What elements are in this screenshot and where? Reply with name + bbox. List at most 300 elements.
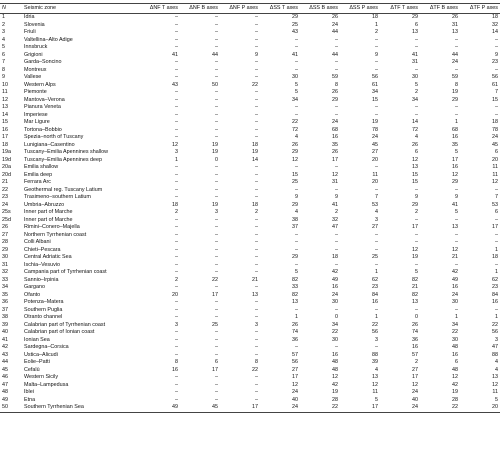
- cell-ss-p: 3: [375, 336, 378, 343]
- cell-tf-p: 14: [492, 29, 498, 35]
- cell-ss-b: 48: [332, 366, 338, 373]
- cell-zone: Mantova–Verona: [24, 96, 65, 103]
- cell-nf-p: –: [255, 21, 258, 28]
- cell-tf-t: –: [415, 111, 418, 118]
- cell-nf-b: –: [215, 216, 218, 223]
- table-row: [0, 112, 500, 120]
- cell-nf-b: –: [215, 186, 218, 193]
- cell-ss-b: 24: [332, 291, 338, 298]
- cell-ss-t: 29: [292, 14, 298, 20]
- cell-ss-p: 27: [372, 224, 378, 230]
- cell-zone: Montreux: [24, 66, 47, 73]
- cell-tf-t: 26: [412, 321, 418, 328]
- cell-ss-p: 24: [372, 134, 378, 140]
- table-row: [0, 164, 500, 172]
- cell-zone: Tortona–Bobbio: [24, 126, 62, 133]
- cell-n: 9: [2, 74, 5, 80]
- cell-ss-p: 27: [372, 149, 378, 155]
- cell-nf-p: 8: [255, 359, 258, 365]
- cell-ss-t: 57: [292, 351, 298, 358]
- cell-tf-t: 12: [412, 156, 418, 163]
- cell-nf-b: –: [215, 59, 218, 65]
- cell-zone: Iblei: [24, 389, 34, 395]
- cell-nf-t: –: [175, 96, 178, 103]
- cell-nf-t: –: [175, 111, 178, 118]
- cell-tf-b: 6: [455, 359, 458, 365]
- cell-ss-p: –: [375, 59, 378, 65]
- cell-n: 41: [2, 336, 8, 343]
- cell-nf-b: 44: [212, 51, 218, 58]
- cell-nf-p: –: [255, 96, 258, 103]
- cell-nf-t: 20: [172, 291, 178, 298]
- cell-tf-b: 19: [452, 389, 458, 395]
- cell-tf-b: 42: [452, 269, 458, 275]
- cell-ss-p: 34: [372, 89, 378, 95]
- cell-nf-b: –: [215, 179, 218, 185]
- cell-ss-t: 36: [292, 336, 298, 343]
- cell-zone: Inner part of Marche: [24, 216, 73, 223]
- cell-ss-t: 43: [292, 29, 298, 35]
- cell-tf-t: 6: [415, 149, 418, 155]
- cell-zone: Western Sicily: [24, 374, 59, 380]
- table-body: [0, 14, 500, 413]
- cell-ss-b: –: [335, 344, 338, 350]
- cell-tf-t: 0: [415, 314, 418, 320]
- cell-nf-p: 2: [255, 209, 258, 215]
- cell-ss-p: 16: [372, 299, 378, 305]
- cell-nf-t: –: [175, 261, 178, 268]
- cell-ss-t: 25: [292, 21, 298, 28]
- cell-tf-b: –: [455, 306, 458, 313]
- cell-n: 17: [2, 134, 8, 140]
- cell-nf-b: –: [215, 104, 218, 110]
- cell-nf-t: 12: [172, 141, 178, 148]
- cell-ss-p: 11: [372, 171, 378, 178]
- cell-tf-p: 20: [460, 404, 500, 412]
- cell-tf-b: 16: [452, 351, 458, 358]
- cell-ss-b: 30: [332, 336, 338, 343]
- cell-tf-t: 19: [412, 254, 418, 260]
- cell-tf-p: 1: [495, 269, 498, 275]
- cell-tf-p: 62: [492, 276, 498, 283]
- cell-nf-t: –: [175, 171, 178, 178]
- cell-ss-b: 22: [300, 404, 340, 412]
- cell-ss-p: 78: [372, 126, 378, 133]
- cell-tf-p: –: [495, 216, 498, 223]
- cell-tf-t: –: [415, 44, 418, 50]
- cell-ss-p: 1: [375, 314, 378, 320]
- cell-nf-p: 22: [252, 366, 258, 373]
- cell-nf-t: –: [175, 194, 178, 200]
- cell-tf-t: 15: [412, 179, 418, 185]
- cell-zone: Western Alps: [24, 81, 56, 88]
- cell-tf-p: 17: [492, 224, 498, 230]
- cell-nf-b: –: [215, 44, 218, 50]
- cell-tf-p: 78: [492, 126, 498, 133]
- cell-nf-b: 22: [212, 276, 218, 283]
- cell-ss-t: 38: [292, 216, 298, 223]
- cell-ss-p: 11: [372, 389, 378, 395]
- header-row: [0, 4, 500, 14]
- cell-tf-p: 4: [495, 359, 498, 365]
- cell-ss-b: 9: [335, 194, 338, 200]
- cell-nf-p: –: [255, 336, 258, 343]
- cell-nf-b: –: [215, 329, 218, 335]
- cell-nf-p: –: [255, 59, 258, 65]
- cell-nf-b: –: [215, 299, 218, 305]
- cell-nf-p: –: [255, 89, 258, 95]
- cell-ss-t: 24: [292, 389, 298, 395]
- cell-ss-t: –: [295, 239, 298, 245]
- cell-nf-b: –: [215, 344, 218, 350]
- cell-tf-p: 3: [495, 336, 498, 343]
- cell-tf-t: –: [415, 216, 418, 223]
- cell-tf-p: 23: [492, 284, 498, 290]
- table-row: [0, 134, 500, 142]
- cell-tf-p: 11: [492, 389, 498, 395]
- cell-nf-b: 0: [215, 156, 218, 163]
- cell-tf-p: 45: [492, 141, 498, 148]
- cell-n: 16: [2, 126, 8, 133]
- cell-tf-p: 47: [492, 344, 498, 350]
- cell-n: 39: [2, 321, 8, 328]
- cell-nf-b: –: [215, 66, 218, 73]
- cell-n: 6: [2, 51, 5, 58]
- cell-nf-b: –: [215, 164, 218, 170]
- cell-n: 13: [2, 104, 8, 110]
- cell-nf-p: 19: [252, 149, 258, 155]
- cell-tf-t: 24: [412, 389, 418, 395]
- cell-n: 37: [2, 306, 8, 313]
- cell-n: 32: [2, 269, 8, 275]
- cell-tf-p: 15: [492, 96, 498, 103]
- cell-ss-b: 2: [335, 209, 338, 215]
- cell-nf-t: –: [175, 396, 178, 403]
- cell-tf-p: –: [495, 104, 498, 110]
- cell-zone: Vallese: [24, 74, 42, 80]
- cell-tf-t: –: [415, 66, 418, 73]
- cell-tf-t: 2: [415, 89, 418, 95]
- table-row: [0, 314, 500, 322]
- cell-ss-t: 41: [292, 51, 298, 58]
- table-row: [0, 397, 500, 405]
- cell-nf-b: –: [215, 14, 218, 20]
- table-row: [0, 404, 500, 412]
- cell-ss-b: –: [335, 231, 338, 238]
- cell-ss-b: –: [335, 239, 338, 245]
- cell-ss-b: 26: [332, 14, 338, 20]
- cell-ss-b: –: [335, 111, 338, 118]
- cell-nf-t: –: [175, 381, 178, 388]
- cell-tf-t: 4: [415, 134, 418, 140]
- cell-tf-t: 34: [412, 96, 418, 103]
- cell-nf-t: –: [175, 299, 178, 305]
- cell-n: 10: [2, 81, 8, 88]
- cell-tf-t: 12: [412, 381, 418, 388]
- cell-ss-b: –: [335, 66, 338, 73]
- table-row: [0, 194, 500, 202]
- cell-nf-p: –: [255, 29, 258, 35]
- cell-ss-b: 30: [332, 299, 338, 305]
- cell-n: 2: [2, 21, 5, 28]
- cell-ss-t: –: [295, 186, 298, 193]
- cell-ss-p: 3: [375, 216, 378, 223]
- cell-tf-t: 82: [412, 276, 418, 283]
- cell-zone: Chieti–Pescara: [24, 246, 61, 253]
- cell-nf-t: –: [175, 314, 178, 320]
- cell-nf-t: 2: [175, 276, 178, 283]
- cell-tf-t: 14: [412, 119, 418, 125]
- cell-ss-t: 22: [292, 119, 298, 125]
- cell-tf-p: 5: [495, 396, 498, 403]
- cell-tf-b: 29: [452, 179, 458, 185]
- cell-zone: Ferrara Arc: [24, 179, 51, 185]
- cell-nf-b: 45: [180, 404, 220, 412]
- cell-n: 1: [2, 14, 5, 20]
- cell-tf-b: –: [455, 66, 458, 73]
- cell-ss-t: –: [295, 66, 298, 73]
- cell-n: 46: [2, 374, 8, 380]
- cell-ss-p: 53: [372, 201, 378, 208]
- cell-zone: Grigioni: [24, 51, 43, 58]
- cell-nf-b: 19: [212, 141, 218, 148]
- table-row: [0, 187, 500, 195]
- cell-tf-p: –: [495, 239, 498, 245]
- cell-tf-p: 88: [492, 351, 498, 358]
- cell-ss-t: 74: [292, 329, 298, 335]
- cell-nf-b: 6: [215, 359, 218, 365]
- cell-nf-b: –: [215, 194, 218, 200]
- cell-ss-t: 17: [292, 374, 298, 380]
- cell-nf-p: –: [255, 44, 258, 50]
- cell-tf-b: 19: [452, 89, 458, 95]
- cell-tf-t: –: [415, 104, 418, 110]
- cell-nf-p: 21: [252, 276, 258, 283]
- cell-ss-t: 29: [292, 254, 298, 260]
- cell-ss-p: –: [375, 239, 378, 245]
- cell-tf-b: 8: [455, 81, 458, 88]
- cell-tf-b: 21: [452, 254, 458, 260]
- cell-tf-p: –: [495, 186, 498, 193]
- cell-nf-b: –: [215, 36, 218, 43]
- cell-nf-b: –: [215, 246, 218, 253]
- cell-zone: Mar Ligure: [24, 119, 50, 125]
- cell-ss-b: –: [335, 36, 338, 43]
- cell-nf-b: –: [215, 261, 218, 268]
- cell-tf-t: 24: [380, 404, 420, 412]
- cell-nf-b: –: [215, 381, 218, 388]
- cell-nf-p: 22: [252, 81, 258, 88]
- cell-ss-p: 39: [372, 359, 378, 365]
- cell-ss-p: 4: [375, 366, 378, 373]
- cell-ss-t: 26: [292, 321, 298, 328]
- cell-tf-b: 35: [452, 141, 458, 148]
- cell-nf-p: –: [255, 194, 258, 200]
- cell-n: 25s: [2, 209, 11, 215]
- cell-nf-b: –: [215, 171, 218, 178]
- cell-tf-b: 68: [452, 126, 458, 133]
- cell-nf-b: –: [215, 389, 218, 395]
- cell-ss-p: –: [375, 44, 378, 50]
- table-row: [0, 344, 500, 352]
- cell-nf-p: 14: [252, 156, 258, 163]
- table-row: [0, 97, 500, 105]
- cell-n: 27: [2, 231, 8, 238]
- cell-tf-b: 13: [452, 224, 458, 230]
- cell-tf-t: 29: [412, 201, 418, 208]
- cell-ss-b: 16: [332, 284, 338, 290]
- cell-zone: Emilia shallow: [24, 164, 59, 170]
- cell-tf-p: –: [495, 231, 498, 238]
- cell-nf-p: 9: [255, 51, 258, 58]
- cell-ss-b: 28: [332, 396, 338, 403]
- cell-tf-b: 41: [452, 201, 458, 208]
- cell-ss-p: 4: [375, 209, 378, 215]
- cell-tf-p: 7: [495, 194, 498, 200]
- cell-nf-b: –: [215, 254, 218, 260]
- table-row: [0, 284, 500, 292]
- cell-ss-t: 29: [292, 201, 298, 208]
- cell-nf-t: –: [175, 224, 178, 230]
- table-row: [0, 232, 500, 240]
- cell-n: 24: [2, 201, 8, 208]
- cell-ss-t: 27: [292, 366, 298, 373]
- cell-tf-b: 12: [452, 171, 458, 178]
- cell-ss-p: –: [375, 231, 378, 238]
- cell-ss-p: –: [375, 306, 378, 313]
- table-row: [0, 29, 500, 37]
- cell-tf-t: 13: [412, 164, 418, 170]
- cell-ss-p: 84: [372, 291, 378, 298]
- cell-nf-b: 17: [212, 291, 218, 298]
- cell-tf-b: 59: [452, 74, 458, 80]
- cell-zone: Rimini–Conero–Majella: [24, 224, 80, 230]
- cell-ss-t: –: [295, 306, 298, 313]
- cell-nf-p: –: [255, 246, 258, 253]
- cell-tf-p: 13: [492, 374, 498, 380]
- cell-tf-b: 26: [452, 14, 458, 20]
- table-row: [0, 104, 500, 112]
- cell-zone: Etna: [24, 396, 36, 403]
- cell-tf-b: 48: [452, 344, 458, 350]
- cell-nf-b: –: [215, 126, 218, 133]
- table-row: [0, 367, 500, 375]
- cell-n: 48: [2, 389, 8, 395]
- cell-ss-p: 9: [375, 51, 378, 58]
- cell-ss-p: 20: [372, 179, 378, 185]
- cell-tf-b: 44: [452, 51, 458, 58]
- cell-ss-b: –: [335, 261, 338, 268]
- cell-zone: Ionian Sea: [24, 336, 50, 343]
- cell-n: 19a: [2, 149, 11, 155]
- cell-nf-b: –: [215, 74, 218, 80]
- cell-n: 36: [2, 299, 8, 305]
- cell-tf-p: 18: [492, 14, 498, 20]
- cell-tf-t: 16: [412, 344, 418, 350]
- cell-ss-p: –: [375, 111, 378, 118]
- cell-ss-t: –: [295, 36, 298, 43]
- cell-tf-b: 24: [452, 291, 458, 298]
- cell-nf-p: –: [255, 119, 258, 125]
- cell-ss-t: 4: [295, 134, 298, 140]
- cell-ss-t: –: [295, 164, 298, 170]
- cell-nf-p: –: [255, 381, 258, 388]
- cell-zone: Southern Puglia: [24, 306, 63, 313]
- cell-ss-b: 32: [332, 216, 338, 223]
- cell-nf-b: –: [215, 336, 218, 343]
- cell-tf-t: 41: [412, 51, 418, 58]
- cell-tf-p: –: [495, 44, 498, 50]
- cell-tf-p: 1: [495, 314, 498, 320]
- cell-nf-b: –: [215, 396, 218, 403]
- cell-nf-t: –: [175, 216, 178, 223]
- header-zone: Seismic zone: [22, 4, 140, 14]
- cell-tf-p: –: [495, 66, 498, 73]
- cell-nf-p: –: [255, 164, 258, 170]
- cell-nf-t: 41: [172, 51, 178, 58]
- cell-tf-t: –: [415, 186, 418, 193]
- cell-tf-p: 20: [492, 156, 498, 163]
- cell-zone: Spezia–north of Tuscany: [24, 134, 84, 140]
- cell-tf-b: 30: [452, 336, 458, 343]
- cell-tf-b: 28: [452, 396, 458, 403]
- cell-zone: Ustica–Alicudi: [24, 351, 58, 358]
- cell-nf-t: –: [175, 126, 178, 133]
- cell-tf-p: 56: [492, 329, 498, 335]
- cell-nf-b: –: [215, 119, 218, 125]
- table-row: [0, 22, 500, 30]
- cell-nf-b: –: [215, 314, 218, 320]
- cell-n: 47: [2, 381, 8, 388]
- cell-n: 43: [2, 351, 8, 358]
- cell-ss-p: 20: [372, 156, 378, 163]
- cell-nf-p: –: [255, 216, 258, 223]
- cell-zone: Campania part of Tyrrhenian coast: [24, 269, 107, 275]
- cell-tf-t: 15: [412, 171, 418, 178]
- cell-zone: Garda–Soncino: [24, 59, 62, 65]
- cell-nf-p: –: [255, 344, 258, 350]
- cell-tf-p: 12: [492, 179, 498, 185]
- cell-tf-b: –: [455, 216, 458, 223]
- cell-tf-t: 5: [415, 269, 418, 275]
- cell-zone: Northern Tyrrhenian coast: [24, 231, 87, 238]
- cell-ss-p: 56: [372, 74, 378, 80]
- table-row: [0, 352, 500, 360]
- cell-nf-t: –: [175, 21, 178, 28]
- cell-n: 42: [2, 344, 8, 350]
- cell-nf-t: –: [175, 306, 178, 313]
- cell-tf-p: 12: [492, 381, 498, 388]
- table-container: [0, 3, 500, 458]
- cell-ss-b: 12: [332, 171, 338, 178]
- cell-nf-t: –: [175, 89, 178, 95]
- cell-ss-t: 37: [292, 224, 298, 230]
- cell-tf-t: 13: [412, 29, 418, 35]
- cell-zone: Colli Albani: [24, 239, 51, 245]
- cell-tf-p: –: [495, 261, 498, 268]
- cell-nf-b: –: [215, 231, 218, 238]
- cell-nf-p: –: [255, 74, 258, 80]
- cell-ss-t: –: [295, 261, 298, 268]
- table-row: [0, 209, 500, 217]
- cell-zone: Lunigiana–Casentino: [24, 141, 75, 148]
- cell-n: 15: [2, 119, 8, 125]
- cell-ss-p: –: [375, 261, 378, 268]
- cell-ss-t: –: [295, 231, 298, 238]
- cell-tf-p: 7: [495, 89, 498, 95]
- cell-ss-p: 2: [375, 29, 378, 35]
- cell-ss-p: 62: [372, 276, 378, 283]
